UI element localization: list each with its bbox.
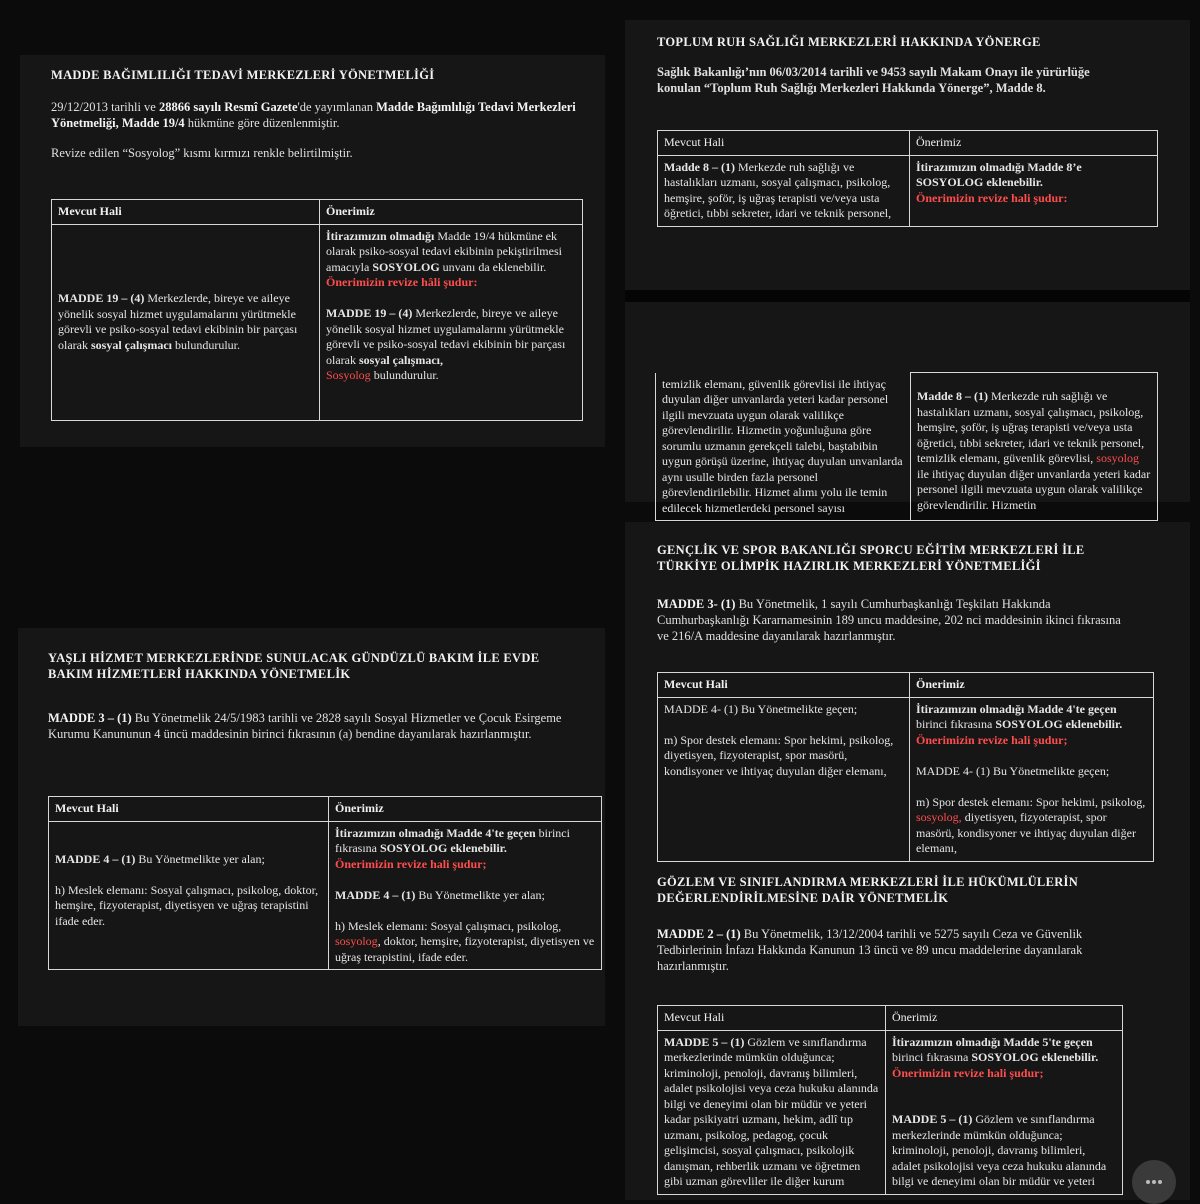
document-panel-toplum-ruh-sagligi-cont (625, 302, 1190, 515)
proposal-text-cell: İtirazımızın olmadığı Madde 19/4 hükmüne ek olarak psiko-sosyal tedavi ekibinin pekiştirilmesi amacıyla SOSYOLOG unvanı da eklenebilir. Önerimizin revize hâli şudur: MADDE 19 – (4) Merkezlerde, bireye ve aileye yönelik sosyal hizmet uygulamalarını yürütmekle görevli ve psiko-sosyal tedavi ekibinin bir parçası olarak sosyal çalışmacı, Sosyolog bulundurulur. (320, 224, 583, 420)
proposal-text-cell: İtirazımızın olmadığı Madde 4'te geçen birinci fıkrasına SOSYOLOG eklenebilir. Önerimizin revize hali şudur; MADDE 4- (1) Bu Yönetmelikte geçen; m) Spor destek elemanı: Spor hekimi, psikolog, sosyolog, diyetisyen, fizyoterapist, spor masörü, kondisyoner ve ihtiyaç duyulan diğer elemanı, (910, 697, 1154, 861)
document-panel-madde-bagimliligi (20, 55, 605, 447)
comparison-table (657, 130, 1158, 227)
doc-intro-2: MADDE 2 – (1) Bu Yönetmelik, 13/12/2004 tarihli ve 5275 sayılı Ceza ve Güvenlik Tedbirlerinin İnfazı Hakkında Kanunun 13 üncü ve 89 uncu maddelerine dayanılarak hazırlanmıştır. (657, 927, 1083, 973)
page-separator (625, 290, 1190, 302)
more-icon (1144, 1172, 1164, 1192)
comparison-table-2 (657, 1005, 1123, 1195)
revision-label: Önerimizin revize hali şudur; (335, 856, 487, 871)
column-header-current: Mevcut Hali (658, 1006, 886, 1031)
current-text-cell: MADDE 5 – (1) Gözlem ve sınıflandırma merkezlerinde mümkün olduğunca; kriminoloji, penoloji, davranış bilimleri, adalet psikolojisi veya ceza hukuku alanında bilgi ve deneyimi olan bir müdür ve yeteri kadar psikiyatri uzmanı, hekim, adlî tıp uzmanı, psikolog, pedagog, çocuk gelişimcisi, sosyal çalışmacı, psikolojik danışman, rehberlik uzmanı ve öğretmen gibi uzman görevliler ile diğer kurum (658, 1030, 886, 1194)
proposal-text-cell: Madde 8 – (1) Merkezde ruh sağlığı ve hastalıkları uzmanı, sosyal çalışmacı, psikolog, hemşire, şoför, iş uğraş terapisti ve/veya usta öğretici, tıbbi sekreter, idari ve teknik personel, temizlik elemanı, güvenlik görevlisi, sosyolog ile ihtiyaç duyulan diğer unvanlarda yeteri kadar personel ilgili mevzuata uygun olarak valilikçe görevlendirilir. Hizmetin (911, 373, 1158, 521)
doc-title: GENÇLİK VE SPOR BAKANLIĞI SPORCU EĞİTİM MERKEZLERİ İLE TÜRKİYE OLİMPİK HAZIRLIK MERKEZLERİ YÖNETMELİĞİ (657, 543, 1085, 573)
column-header-proposal: Önerimiz (320, 200, 583, 225)
current-text-cell: MADDE 4- (1) Bu Yönetmelikte geçen; m) Spor destek elemanı: Spor hekimi, psikolog, diyetisyen, fizyoterapist, spor masörü, kondisyoner ve ihtiyaç duyulan diğer elemanı, (658, 697, 910, 861)
document-panel-yasli-hizmet (18, 628, 605, 1026)
doc-intro: 29/12/2013 tarihli ve 28866 sayılı Resmî Gazete'de yayımlanan Madde Bağımlılığı Tedavi Merkezleri Yönetmeliği, Madde 19/4 hükmüne göre düzenlenmiştir. (51, 100, 576, 130)
highlighted-term: Sosyolog (326, 368, 371, 382)
comparison-table (657, 672, 1154, 862)
column-header-current: Mevcut Hali (49, 797, 329, 822)
doc-note: Revize edilen “Sosyolog” kısmı kırmızı renkle belirtilmiştir. (51, 146, 353, 160)
current-text-cell: MADDE 4 – (1) Bu Yönetmelikte yer alan; h) Meslek elemanı: Sosyal çalışmacı, psikolog, doktor, hemşire, fizyoterapist, diyetisyen ve uğraş terapistini ifade eder. (49, 821, 329, 970)
comparison-table (48, 796, 602, 970)
revision-label: Önerimizin revize hali şudur: (916, 190, 1068, 205)
current-text-cell: temizlik elemanı, güvenlik görevlisi ile ihtiyaç duyulan diğer unvanlarda yeteri kadar personel ilgili mevzuata uygun olarak valilikçe görevlendirilir. Hizmetin yoğunluğuna göre sorumlu uzmanın gerekçeli talebi, baştabibin uygun görüşü üzerine, ihtiyaç duyulan unvanlarda aynı usulle birden fazla personel görevlendirilebilir. Hizmet alımı yolu ile temin edilecek hizmetlerdeki personel sayısı (656, 373, 911, 521)
column-header-proposal: Önerimiz (910, 673, 1154, 698)
doc-title-2: GÖZLEM VE SINIFLANDIRMA MERKEZLERİ İLE HÜKÜMLÜLERİN DEĞERLENDİRİLMESİNE DAİR YÖNETMELİK (657, 875, 1079, 905)
proposal-text-cell: İtirazımızın olmadığı Madde 8’e SOSYOLOG eklenebilir. Önerimizin revize hali şudur: (910, 155, 1158, 226)
doc-title: TOPLUM RUH SAĞLIĞI MERKEZLERİ HAKKINDA YÖNERGE (657, 35, 1041, 49)
highlighted-term: sosyolog (1096, 451, 1139, 465)
doc-intro: MADDE 3 – (1) Bu Yönetmelik 24/5/1983 tarihli ve 2828 sayılı Sosyal Hizmetler ve Çocuk Esirgeme Kurumu Kanununun 4 üncü maddesinin birinci fıkrasının (a) bendine dayanılarak hazırlanmıştır. (48, 711, 562, 741)
column-header-proposal: Önerimiz (886, 1006, 1123, 1031)
comparison-table (51, 199, 583, 421)
doc-intro: MADDE 3- (1) Bu Yönetmelik, 1 sayılı Cumhurbaşkanlığı Teşkilatı Hakkında Cumhurbaşkanlığı Kararnamesinin 189 uncu maddesine, 202 nci maddesinin ikinci fıkrasına ve 216/A maddesine dayanılarak hazırlanmıştır. (657, 597, 1121, 643)
document-panel-toplum-ruh-sagligi (625, 20, 1190, 290)
highlighted-term: sosyolog (335, 934, 378, 948)
document-panel-genclik-spor (625, 522, 1190, 1200)
comparison-table (655, 372, 1158, 521)
doc-title: YAŞLI HİZMET MERKEZLERİNDE SUNULACAK GÜNDÜZLÜ BAKIM İLE EVDE BAKIM HİZMETLERİ HAKKINDA YÖNETMELİK (48, 651, 540, 681)
proposal-text-cell: İtirazımızın olmadığı Madde 5'te geçen birinci fıkrasına SOSYOLOG eklenebilir. Önerimizin revize hali şudur; MADDE 5 – (1) Gözlem ve sınıflandırma merkezlerinde mümkün olduğunca; kriminoloji, penoloji, davranış bilimleri, adalet psikolojisi veya ceza hukuku alanında bilgi ve deneyimi olan bir müdür ve yeteri (886, 1030, 1123, 1194)
revision-label: Önerimizin revize hali şudur; (916, 732, 1068, 747)
revision-label: Önerimizin revize hâli şudur: (326, 275, 478, 289)
current-text-cell: Madde 8 – (1) Merkezde ruh sağlığı ve hastalıkları uzmanı, sosyal çalışmacı, psikolog, hemşire, şoför, iş uğraş terapisti ve/veya usta öğretici, tıbbi sekreter, idari ve teknik personel, (658, 155, 910, 226)
highlighted-term: sosyolog, (916, 810, 962, 824)
column-header-proposal: Önerimiz (329, 797, 602, 822)
column-header-current: Mevcut Hali (658, 131, 910, 156)
more-options-button[interactable] (1132, 1160, 1176, 1204)
doc-intro: Sağlık Bakanlığı’nın 06/03/2014 tarihli ve 9453 sayılı Makam Onayı ile yürürlüğe konulan “Toplum Ruh Sağlığı Merkezleri Hakkında Yönerge”, Madde 8. (657, 65, 1090, 95)
column-header-proposal: Önerimiz (910, 131, 1158, 156)
column-header-current: Mevcut Hali (52, 200, 320, 225)
proposal-text-cell: İtirazımızın olmadığı Madde 4'te geçen birinci fıkrasına SOSYOLOG eklenebilir. Önerimizin revize hali şudur; MADDE 4 – (1) Bu Yönetmelikte yer alan; h) Meslek elemanı: Sosyal çalışmacı, psikolog, sosyolog, doktor, hemşire, fizyoterapist, diyetisyen ve uğraş terapistini, ifade eder. (329, 821, 602, 970)
current-text-cell: MADDE 19 – (4) Merkezlerde, bireye ve aileye yönelik sosyal hizmet uygulamalarını yürütmekle görevli ve psiko-sosyal tedavi ekibinin bir parçası olarak sosyal çalışmacı bulundurulur. (52, 224, 320, 420)
revision-label: Önerimizin revize hali şudur; (892, 1065, 1044, 1080)
doc-title: MADDE BAĞIMLILIĞI TEDAVİ MERKEZLERİ YÖNETMELİĞİ (51, 68, 435, 82)
column-header-current: Mevcut Hali (658, 673, 910, 698)
